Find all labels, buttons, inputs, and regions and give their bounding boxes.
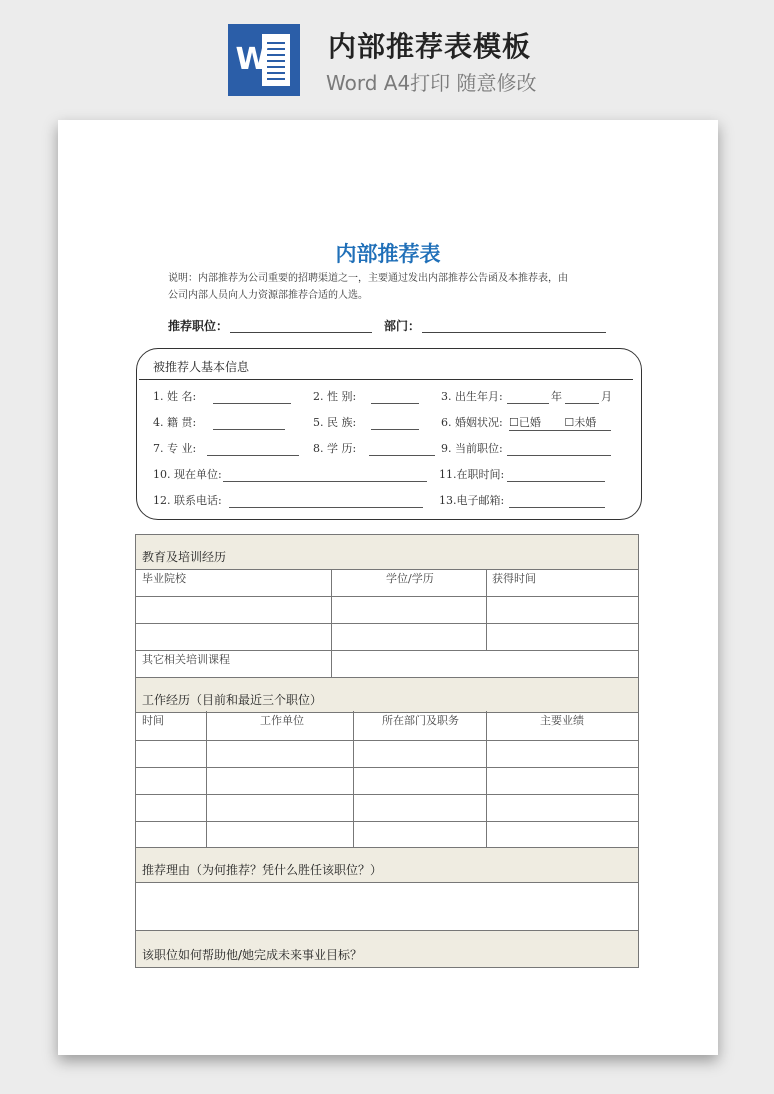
basic-info-box bbox=[136, 348, 642, 520]
row-divider bbox=[136, 596, 638, 597]
reason-section-title: 推荐理由（为何推荐？凭什么胜任该职位？） bbox=[142, 863, 383, 877]
basic-info-title: 被推荐人基本信息 bbox=[153, 360, 250, 374]
marital-options bbox=[509, 416, 611, 431]
current-position-field[interactable] bbox=[507, 442, 611, 456]
phone-label: 12. 联系电话: bbox=[153, 494, 222, 507]
year-label: 年 bbox=[551, 390, 562, 403]
work-section-title: 工作经历（目前和最近三个职位） bbox=[142, 693, 323, 707]
gender-label: 2. 性 别: bbox=[313, 390, 357, 403]
ethnicity-label: 5. 民 族: bbox=[313, 416, 357, 429]
description bbox=[168, 270, 618, 304]
birth-year-field[interactable] bbox=[507, 390, 549, 404]
help-section-title: 该职位如何帮助他/她完成未来事业目标？ bbox=[142, 948, 363, 962]
col-school: 毕业院校 bbox=[142, 572, 186, 585]
unmarried-checkbox[interactable]: ☐未婚 bbox=[564, 416, 597, 429]
col-divider bbox=[331, 569, 332, 677]
col-divider bbox=[206, 711, 207, 847]
major-field[interactable] bbox=[207, 442, 299, 456]
word-icon bbox=[228, 24, 300, 96]
position-label: 推荐职位： bbox=[168, 319, 229, 333]
reason-section-header bbox=[136, 847, 638, 883]
month-label: 月 bbox=[601, 390, 612, 403]
row-divider bbox=[136, 794, 638, 795]
col-divider bbox=[486, 711, 487, 847]
tenure-field[interactable] bbox=[507, 468, 605, 482]
current-company-label: 10. 现在单位: bbox=[153, 468, 222, 481]
row-divider bbox=[136, 821, 638, 822]
row-divider bbox=[136, 623, 638, 624]
basic-info-divider bbox=[139, 379, 633, 380]
row-divider bbox=[136, 767, 638, 768]
col-divider bbox=[486, 569, 487, 650]
email-label: 13.电子邮箱: bbox=[439, 494, 505, 507]
document-page bbox=[58, 120, 718, 1055]
document-title: 内部推荐表 bbox=[335, 242, 441, 266]
col-company: 工作单位 bbox=[260, 714, 304, 727]
position-field[interactable] bbox=[230, 318, 372, 333]
education-label: 8. 学 历: bbox=[313, 442, 357, 455]
header-subtitle: Word A4打印 随意修改 bbox=[326, 71, 537, 95]
birth-month-field[interactable] bbox=[565, 390, 599, 404]
header-title: 内部推荐表模板 bbox=[328, 30, 532, 63]
education-section-title: 教育及培训经历 bbox=[142, 550, 227, 564]
col-duty: 主要业绩 bbox=[540, 714, 584, 727]
education-section-header bbox=[136, 535, 638, 570]
record-table bbox=[135, 534, 639, 968]
education-field[interactable] bbox=[369, 442, 435, 456]
word-letter: W bbox=[235, 42, 269, 77]
name-label: 1. 姓 名: bbox=[153, 390, 197, 403]
col-time: 时间 bbox=[142, 714, 164, 727]
other-training-label: 其它相关培训课程 bbox=[142, 653, 230, 666]
col-divider bbox=[353, 711, 354, 847]
work-section-header bbox=[136, 677, 638, 713]
col-date: 获得时间 bbox=[492, 572, 536, 585]
native-place-field[interactable] bbox=[213, 416, 285, 430]
department-label: 部门： bbox=[384, 319, 421, 333]
birth-label: 3. 出生年月: bbox=[441, 390, 503, 403]
help-section-header bbox=[136, 931, 638, 967]
page-header bbox=[0, 0, 774, 110]
row-divider bbox=[136, 650, 638, 651]
marital-label: 6. 婚姻状况: bbox=[441, 416, 503, 429]
description-line-2: 公司内部人员向人力资源部推荐合适的人选。 bbox=[168, 290, 368, 301]
col-department: 所在部门及职务 bbox=[382, 714, 459, 727]
row-divider bbox=[136, 740, 638, 741]
native-place-label: 4. 籍 贯: bbox=[153, 416, 197, 429]
tenure-label: 11.在职时间: bbox=[439, 468, 505, 481]
major-label: 7. 专 业: bbox=[153, 442, 197, 455]
email-field[interactable] bbox=[509, 494, 605, 508]
name-field[interactable] bbox=[213, 390, 291, 404]
phone-field[interactable] bbox=[229, 494, 423, 508]
description-line-1: 说明：内部推荐为公司重要的招聘渠道之一，主要通过发出内部推荐公告函及本推荐表，由 bbox=[168, 273, 568, 284]
current-company-field[interactable] bbox=[223, 468, 427, 482]
ethnicity-field[interactable] bbox=[371, 416, 419, 430]
married-checkbox[interactable]: ☐已婚 bbox=[509, 416, 541, 429]
department-field[interactable] bbox=[422, 318, 606, 333]
col-degree: 学位/学历 bbox=[386, 572, 434, 585]
current-position-label: 9. 当前职位: bbox=[441, 442, 503, 455]
gender-field[interactable] bbox=[371, 390, 419, 404]
